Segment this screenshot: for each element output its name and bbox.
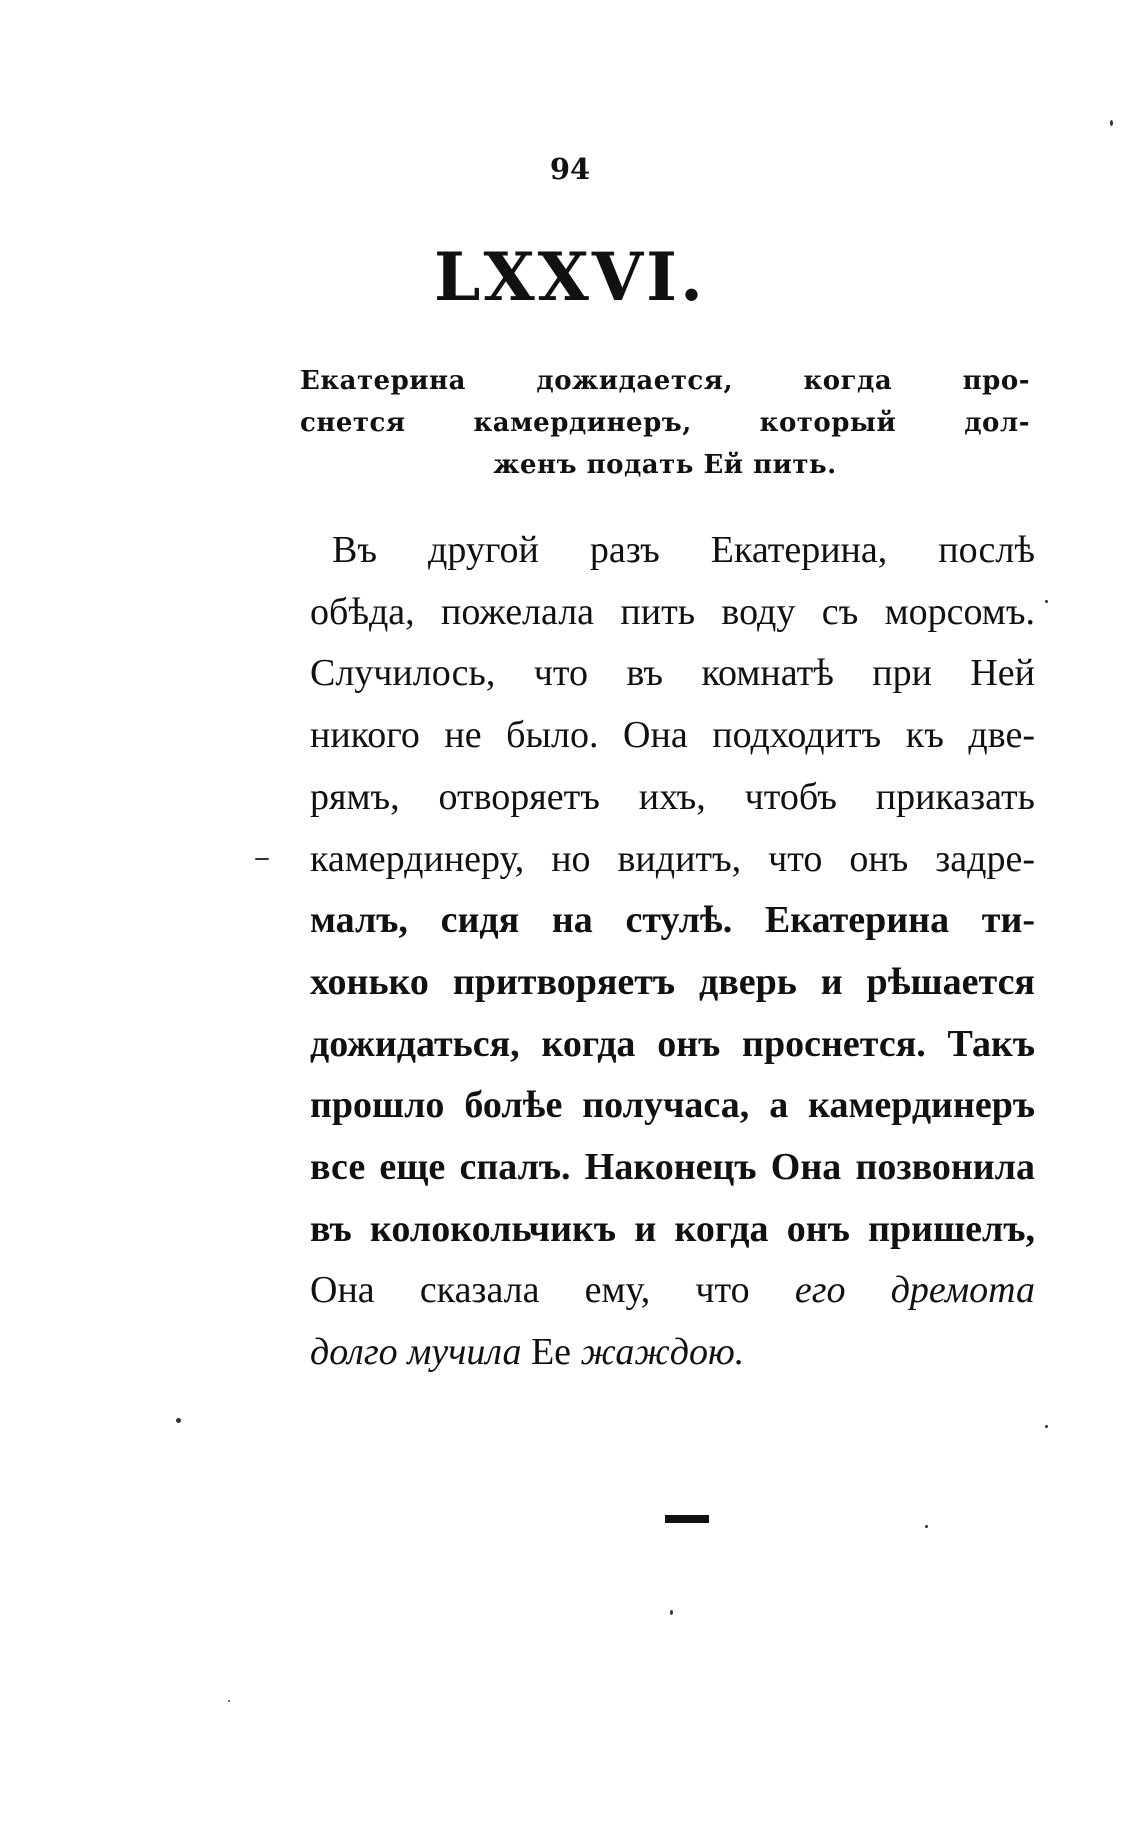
body-text-italic: жаждою.: [580, 1331, 745, 1374]
body-line: Случилось, что въ комнатѣ при Ней: [310, 652, 1035, 695]
print-speck: [670, 1610, 673, 1615]
print-speck: [1110, 120, 1113, 126]
body-line: малъ, сидя на стулѣ. Екатерина ти-: [310, 899, 1035, 942]
body-text-plain: Ее: [521, 1331, 581, 1374]
body-line: камердинеру, но видитъ, что онъ задре-: [310, 837, 1035, 880]
print-speck: [176, 1418, 181, 1423]
end-dash: [665, 1515, 709, 1523]
print-speck: [228, 1700, 230, 1702]
body-line: никого не было. Она подходитъ къ две-: [310, 714, 1035, 757]
body-line: Въ другой разъ Екатерина, послѣ: [332, 529, 1035, 571]
body-text-italic: долго мучила: [310, 1331, 522, 1374]
print-speck: [1045, 1425, 1048, 1428]
body-line: обѣда, пожелала пить воду съ морсомъ.: [310, 590, 1035, 633]
chapter-number: LXXVI.: [434, 238, 706, 316]
body-text-plain: Она сказала ему, что: [310, 1269, 795, 1312]
print-speck: [1045, 600, 1048, 603]
body-line: [310, 1322, 1035, 1384]
body-line: въ колокольчикъ и когда онъ пришелъ,: [310, 1207, 1035, 1250]
chapter-summary: [300, 360, 1030, 486]
body-line: рямъ, отворяетъ ихъ, чтобъ приказать: [310, 775, 1035, 818]
body-line: все еще спалъ. Наконецъ Она позвонила: [310, 1146, 1035, 1189]
chapter-body: [310, 520, 1035, 1384]
body-line: [310, 1260, 1035, 1322]
summary-line: снется камердинеръ, который дол-: [300, 408, 1030, 438]
page-number: 94: [549, 152, 591, 186]
body-line: хонько притворяетъ дверь и рѣшается: [310, 960, 1035, 1003]
summary-line: женъ подать Ей пить.: [493, 450, 837, 480]
print-speck: [925, 1525, 928, 1528]
body-line: прошло болѣе получаса, а камердинеръ: [310, 1084, 1035, 1127]
print-speck: [255, 858, 269, 860]
body-line: дожидаться, когда онъ проснется. Такъ: [310, 1022, 1035, 1065]
summary-line: Екатерина дожидается, когда про-: [300, 366, 1030, 396]
body-text-italic: его дремота: [794, 1269, 1035, 1312]
